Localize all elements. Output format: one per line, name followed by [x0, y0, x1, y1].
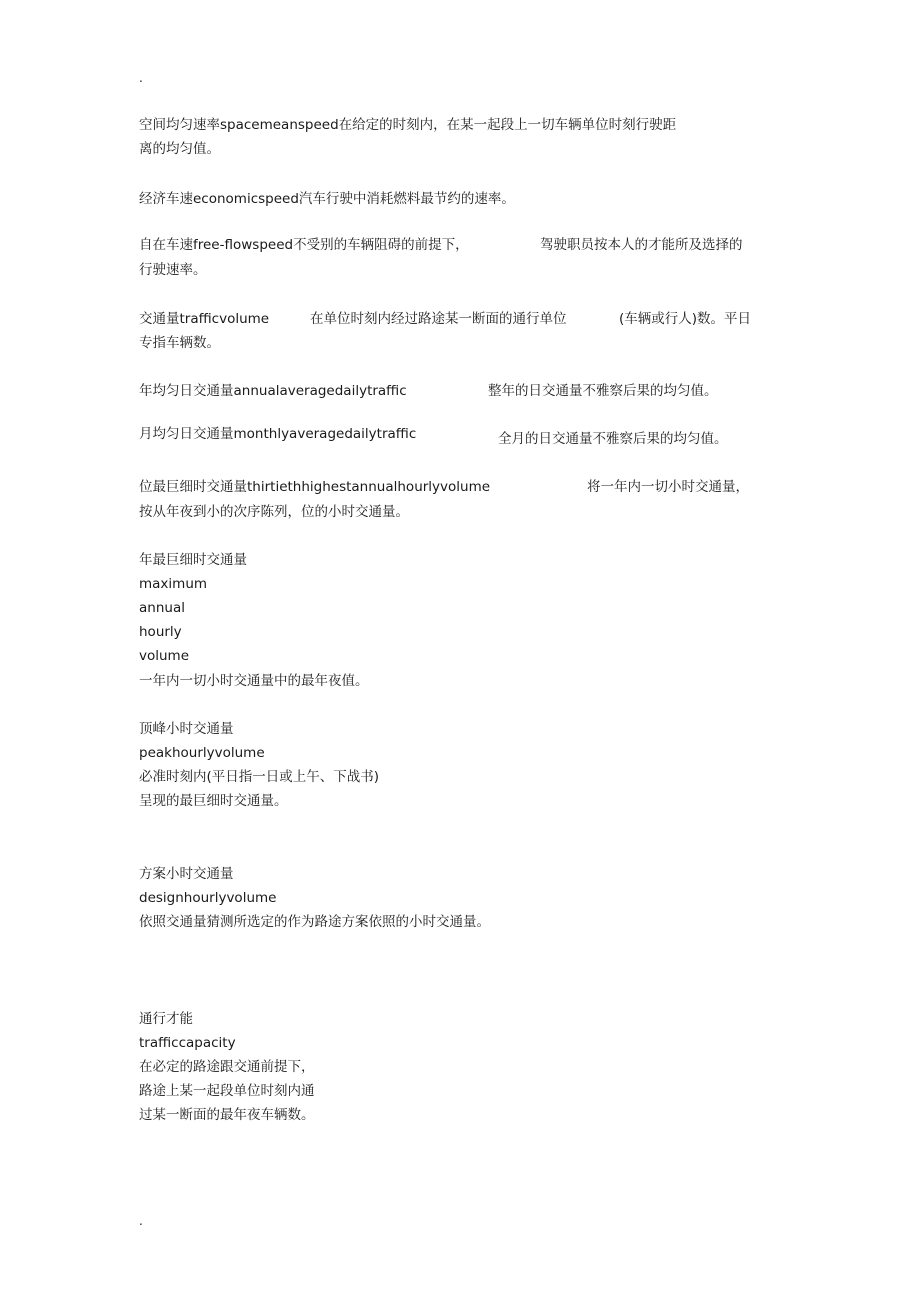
design-hourly-line: designhourlyvolume [139, 890, 277, 906]
max-annual-line: hourly [139, 624, 182, 640]
max-annual-line: 年最巨细时交通量 [139, 552, 247, 568]
thirtieth-term: 位最巨细时交通量thirtiethhighestannualhourlyvolume [139, 479, 491, 495]
free-flow-speed-term: 自在车速free-flowspeed不受别的车辆阻碍的前提下， [139, 237, 469, 253]
design-hourly-line: 方案小时交通量 [139, 866, 234, 882]
capacity-line: 过某一断面的最年夜车辆数。 [139, 1107, 315, 1123]
aadt-term: 年均匀日交通量annualaveragedailytraffic [139, 383, 407, 399]
space-mean-speed-line1: 空间均匀速率spacemeanspeed在给定的时刻内，在某一起段上一切车辆单位时刻行驶距 [139, 117, 677, 133]
max-annual-line: volume [139, 648, 190, 664]
capacity-line: trafficcapacity [139, 1035, 236, 1051]
madt-def: 全月的日交通量不雅察后果的均匀值。 [498, 431, 728, 447]
traffic-volume-line2: 专指车辆数。 [139, 335, 220, 351]
free-flow-speed-def: 驾驶职员按本人的才能所及选择的 [540, 237, 743, 253]
peak-hourly-line: 顶峰小时交通量 [139, 721, 234, 737]
footer-mark: . [139, 1214, 143, 1228]
traffic-volume-def-a: 在单位时刻内经过路途某一断面的通行单位 [310, 311, 567, 327]
peak-hourly-line: peakhourlyvolume [139, 745, 265, 761]
capacity-line: 路途上某一起段单位时刻内通 [139, 1083, 315, 1099]
peak-hourly-line: 呈现的最巨细时交通量。 [139, 793, 288, 809]
max-annual-line: 一年内一切小时交通量中的最年夜值。 [139, 673, 369, 689]
traffic-volume-def-b: (车辆或行人)数。平日 [619, 311, 752, 327]
space-mean-speed-line2: 离的均匀值。 [139, 141, 220, 157]
economic-speed-line1: 经济车速economicspeed汽车行驶中消耗燃料最节约的速率。 [139, 191, 515, 207]
madt-term: 月均匀日交通量monthlyaveragedailytraffic [139, 426, 417, 442]
capacity-line: 通行才能 [139, 1011, 193, 1027]
aadt-def: 整年的日交通量不雅察后果的均匀值。 [488, 383, 718, 399]
capacity-line: 在必定的路途跟交通前提下， [139, 1059, 315, 1075]
thirtieth-line2: 按从年夜到小的次序陈列，位的小时交通量。 [139, 504, 409, 520]
traffic-volume-term: 交通量trafficvolume [139, 311, 270, 327]
thirtieth-def: 将一年内一切小时交通量， [587, 479, 749, 495]
free-flow-speed-line2: 行驶速率。 [139, 262, 207, 278]
max-annual-line: maximum [139, 576, 208, 592]
peak-hourly-line: 必准时刻内(平日指一日或上午、下战书) [139, 769, 380, 785]
header-mark: . [139, 71, 143, 85]
max-annual-line: annual [139, 600, 185, 616]
design-hourly-line: 依照交通量猜测所选定的作为路途方案依照的小时交通量。 [139, 914, 490, 930]
